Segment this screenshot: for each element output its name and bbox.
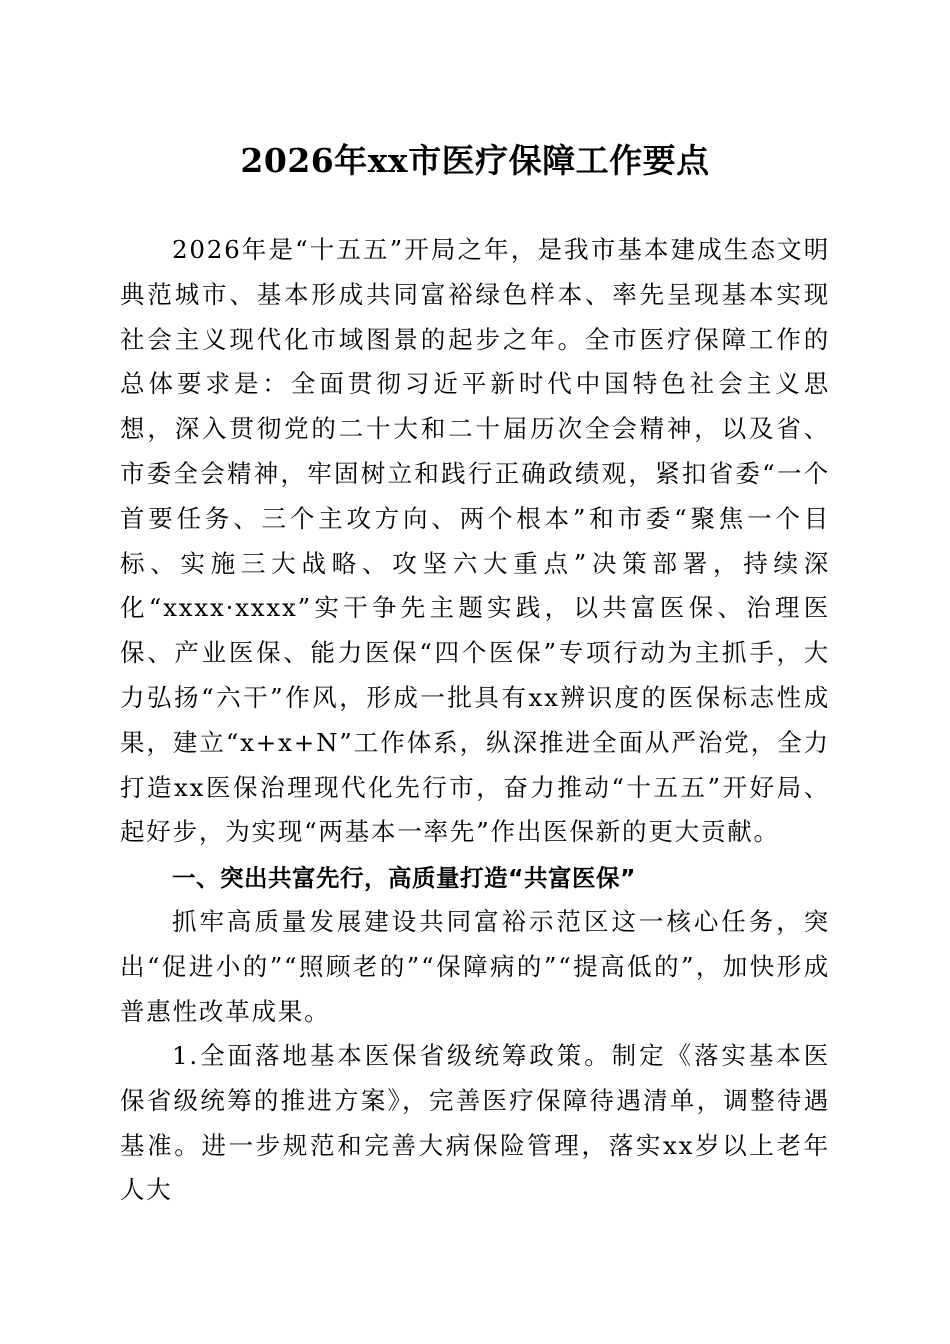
section-1-intro-paragraph: 抓牢高质量发展建设共同富裕示范区这一核心任务，突出“促进小的”“照顾老的”“保障病的”“提高低的”，加快形成普惠性改革成果。: [120, 907, 830, 1026]
intro-paragraph: 2026年是“十五五”开局之年，是我市基本建成生态文明典范城市、基本形成共同富裕绿色样本、率先呈现基本实现社会主义现代化市域图景的起步之年。全市医疗保障工作的总体要求是：全面贯彻习近平新时代中国特色社会主义思想，深入贯彻党的二十大和二十届历次全会精神，以及省、市委全会精神，牢固树立和践行正确政绩观，紧扣省委“一个首要任务、三个主攻方向、两个根本”和市委“聚焦一个目标、实施三大战略、攻坚六大重点”决策部署，持续深化“xxxx·xxxx”实干争先主题实践，以共富医保、治理医保、产业医保、能力医保“四个医保”专项行动为主抓手，大力弘扬“六干”作风，形成一批具有xx辨识度的医保标志性成果，建立“x+x+N”工作体系，纵深推进全面从严治党，全力打造xx医保治理现代化先行市，奋力推动“十五五”开好局、起好步，为实现“两基本一率先”作出医保新的更大贡献。: [120, 235, 830, 847]
section-heading-1: 一、突出共富先行，高质量打造“共富医保”: [172, 864, 636, 892]
document-title: 2026年xx市医疗保障工作要点: [240, 141, 710, 180]
section-1-item-1-paragraph: 1.全面落地基本医保省级统筹政策。制定《落实基本医保省级统筹的推进方案》，完善医疗保障待遇清单，调整待遇基准。进一步规范和完善大病保险管理，落实xx岁以上老年人大: [120, 1041, 830, 1205]
